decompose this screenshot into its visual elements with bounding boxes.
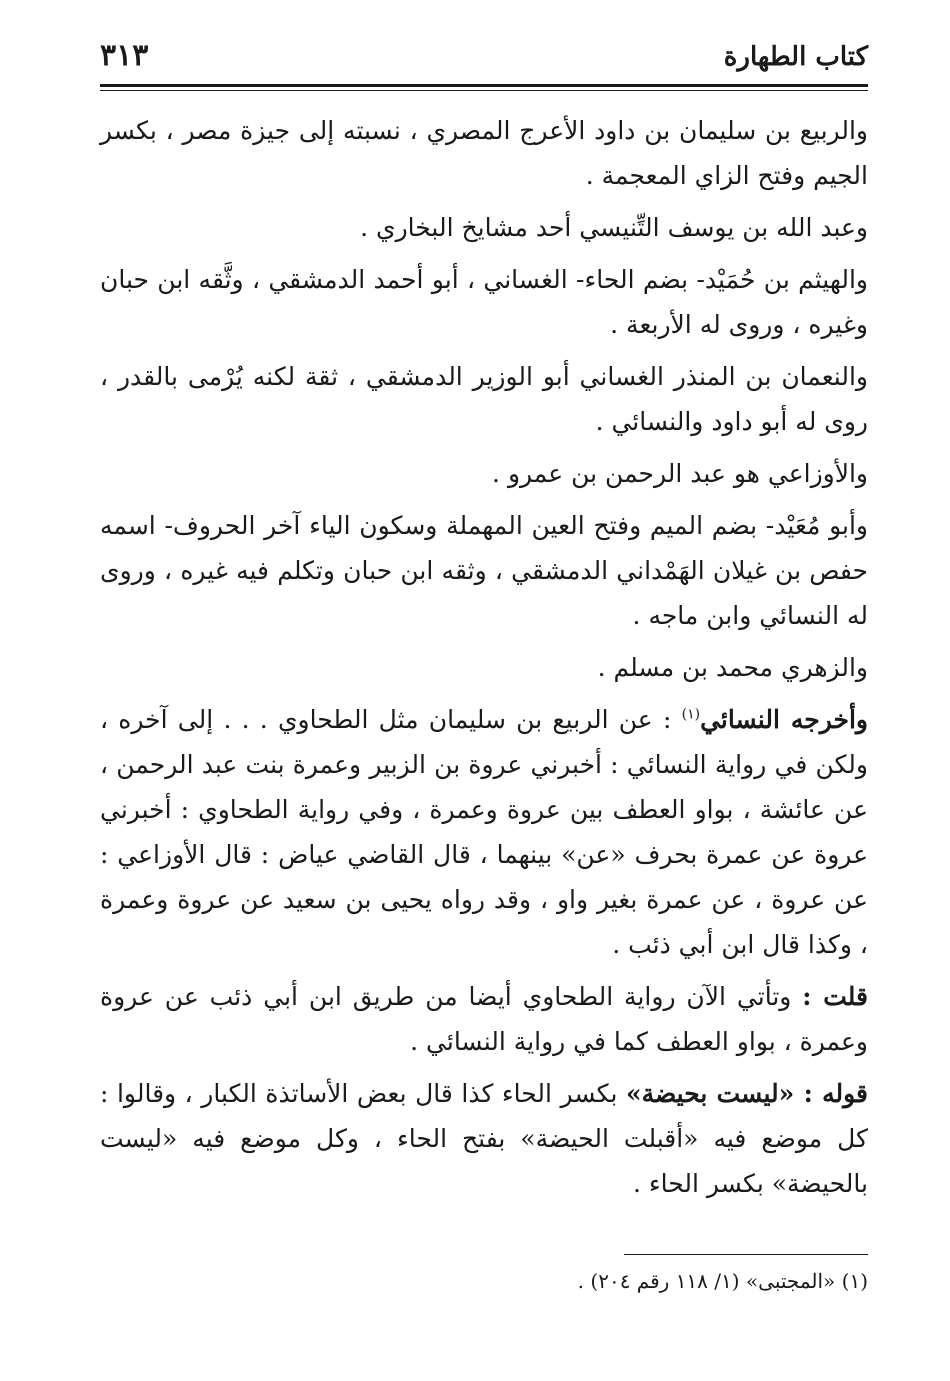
footnote-reference: (١) (681, 706, 701, 723)
header-divider-thick (100, 84, 868, 87)
paragraph (100, 974, 868, 1064)
paragraph (100, 1071, 868, 1206)
paragraph (100, 697, 868, 967)
paragraph-text: بكسر الحاء كذا قال بعض الأساتذة الكبار ، وقالوا : كل موضع فيه «أقبلت الحيضة» بفتح الحاء ، وكل موضع فيه «ليست بالحيضة» بكسر الحاء . (100, 1079, 868, 1198)
paragraph-text: وتأتي الآن رواية الطحاوي أيضا من طريق ابن أبي ذئب عن عروة وعمرة ، بواو العطف كما في رواية النسائي . (100, 982, 868, 1056)
paragraph: والنعمان بن المنذر الغساني أبو الوزير الدمشقي ، ثقة لكنه يُرْمى بالقدر ، روى له أبو داود والنسائي . (100, 362, 868, 436)
paragraph: والأوزاعي هو عبد الرحمن بن عمرو . (492, 459, 868, 488)
page-number: ٣١٣ (100, 38, 149, 73)
header-divider-thin (100, 90, 868, 91)
footnote-divider (624, 1254, 868, 1255)
paragraph: والربيع بن سليمان بن داود الأعرج المصري ، نسبته إلى جيزة مصر ، بكسر الجيم وفتح الزاي المعجمة . (100, 116, 868, 190)
paragraph: وأبو مُعَيْد- بضم الميم وفتح العين المهملة وسكون الياء آخر الحروف- اسمه حفص بن غيلان الهَمْداني الدمشقي ، وثقه ابن حبان وتكلم فيه غيره ، وروى له النسائي وابن ماجه . (100, 511, 868, 630)
book-title: كتاب الطهارة (723, 42, 868, 72)
page-header (100, 34, 868, 82)
paragraph-lead: وأخرجه النسائي (700, 705, 868, 734)
main-text (100, 108, 868, 1213)
paragraph-lead: قلت : (802, 982, 868, 1011)
paragraph-text: : عن الربيع بن سليمان مثل الطحاوي . . . إلى آخره ، ولكن في رواية النسائي : أخبرني عروة بن الزبير وعمرة بنت عبد الرحمن ، عن عائشة ، بواو العطف بين عروة وعمرة ، وفي رواية الطحاوي : أخبرني عروة عن عمرة بحرف «عن» بينهما ، قال القاضي عياض : قال الأوزاعي : عن عروة ، عن عمرة بغير واو ، وقد رواه يحيى بن سعيد عن عروة وعمرة ، وكذا قال ابن أبي ذئب . (100, 705, 868, 959)
footnote: (١) «المجتبى» (١/ ١١٨ رقم ٢٠٤) . (577, 1269, 868, 1293)
paragraph: والزهري محمد بن مسلم . (597, 653, 868, 682)
paragraph: والهيثم بن حُمَيْد- بضم الحاء- الغساني ، أبو أحمد الدمشقي ، وثَّقه ابن حبان وغيره ، وروى له الأربعة . (100, 265, 868, 339)
paragraph: وعبد الله بن يوسف التِّنيسي أحد مشايخ البخاري . (360, 213, 868, 242)
paragraph-lead: قوله : «ليست بحيضة» (625, 1079, 868, 1108)
